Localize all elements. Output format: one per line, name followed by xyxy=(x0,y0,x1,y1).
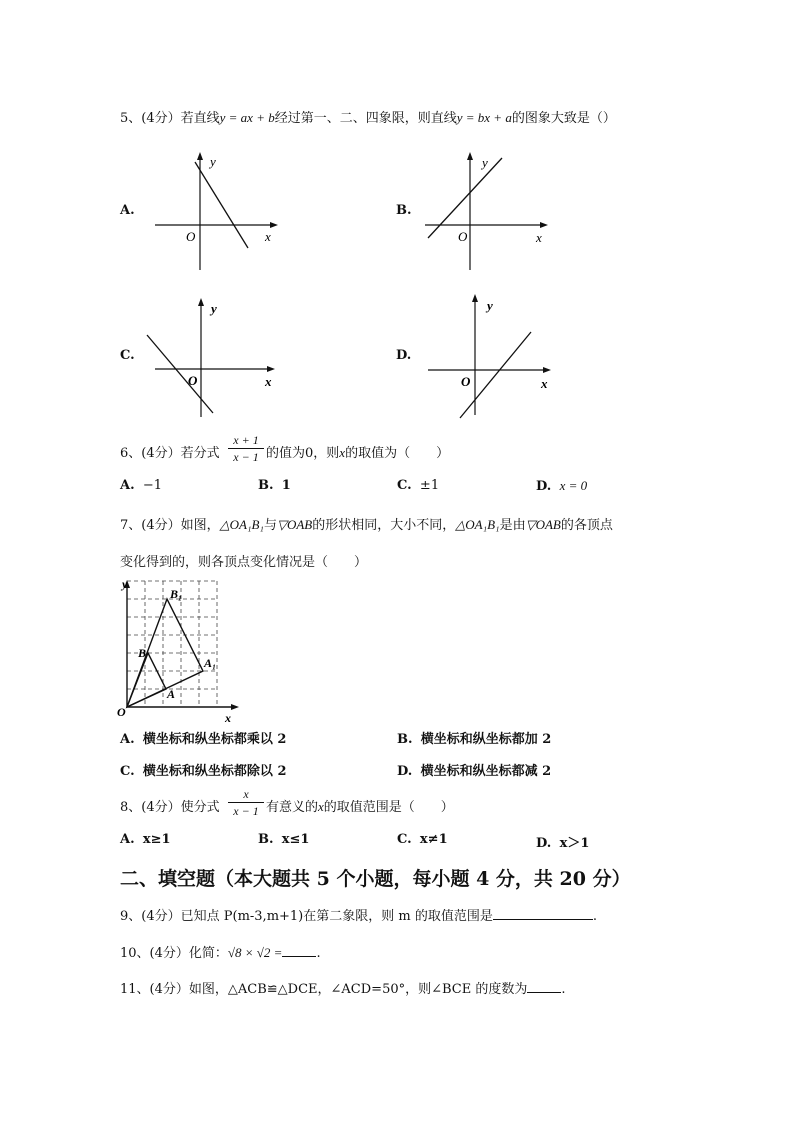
option-label: B. xyxy=(258,832,274,847)
q5-suffix: 的图象大致是（） xyxy=(511,111,616,126)
y-arrow-icon xyxy=(197,152,203,160)
option-label: C. xyxy=(397,832,412,847)
y-arrow-icon xyxy=(472,294,478,302)
q5-stem xyxy=(120,107,616,126)
x-label: x xyxy=(536,230,542,245)
option-text: 横坐标和纵坐标都乘以 2 xyxy=(142,732,287,747)
graph-line xyxy=(195,162,248,248)
option-label: A. xyxy=(120,732,135,747)
section-title: 二、填空题（本大题共 5 个小题，每小题 4 分，共 20 分） xyxy=(120,868,631,890)
a-label: A xyxy=(167,687,176,701)
q8-option-c[interactable] xyxy=(397,832,448,847)
q5-option-a-label[interactable]: A. xyxy=(120,203,135,218)
q6-var: x xyxy=(339,445,346,460)
q7-prefix: 7、(4分）如图， xyxy=(120,518,220,533)
q6-option-d[interactable] xyxy=(536,478,587,494)
b-label: B xyxy=(138,646,147,660)
option-text: x≠1 xyxy=(419,832,448,847)
q5-option-b-label[interactable]: B. xyxy=(396,203,412,218)
q6-suffix-a: 的值为0，则 xyxy=(266,446,340,461)
q10-prefix: 10、(4分）化简： xyxy=(120,946,228,961)
q7-tri1: △OA₁B₁ xyxy=(219,517,264,532)
q8-numerator: x xyxy=(228,786,264,803)
q8-suffix-b: 的取值范围是（ ） xyxy=(323,800,454,815)
option-label: B. xyxy=(397,732,413,747)
origin-label: O xyxy=(461,374,471,389)
q5-prefix: 5、(4分）若直线 xyxy=(120,111,220,126)
q6-prefix: 6、(4分）若分式 xyxy=(120,446,220,461)
q9-stem xyxy=(120,905,597,924)
q7-tri3: △OA₁B₁ xyxy=(455,517,500,532)
q7-tri2: ▽OAB xyxy=(276,517,313,532)
q7-option-c[interactable] xyxy=(120,760,287,779)
option-label: A. xyxy=(120,478,135,493)
x-label: x xyxy=(265,229,271,244)
y-label: y xyxy=(482,155,488,170)
q8-option-a[interactable] xyxy=(120,832,171,847)
origin-label: O xyxy=(186,229,196,244)
q8-prefix: 8、(4分）使分式 xyxy=(120,800,220,815)
q8-var: x xyxy=(318,799,324,814)
q7-option-a[interactable] xyxy=(120,728,286,747)
q10-expr: √8 × √2 = xyxy=(227,945,283,960)
option-text: 横坐标和纵坐标都加 2 xyxy=(420,732,552,747)
q6-fraction xyxy=(228,432,264,465)
x-arrow-icon xyxy=(543,367,551,373)
q8-suffix-a: 有意义的 xyxy=(266,800,319,815)
q5-line2-eq: y = bx + a xyxy=(456,110,512,125)
q6-option-c[interactable] xyxy=(397,478,439,493)
option-text: x≤1 xyxy=(281,832,310,847)
q11-stem xyxy=(120,978,566,997)
q10-end: . xyxy=(316,946,321,961)
option-text: −1 xyxy=(142,478,163,493)
option-text: 横坐标和纵坐标都除以 2 xyxy=(142,764,287,779)
x-label: x xyxy=(225,711,231,724)
option-text: ±1 xyxy=(419,478,440,493)
option-label: D. xyxy=(397,764,413,779)
q9-answer-blank[interactable] xyxy=(493,907,593,920)
y-label: y xyxy=(122,577,128,591)
x-arrow-icon xyxy=(231,704,239,710)
option-label: B. xyxy=(258,478,274,493)
q7-mid2: 是由 xyxy=(499,518,526,533)
q5-option-d-label[interactable]: D. xyxy=(396,348,412,363)
y-label: y xyxy=(210,154,216,169)
option-label: C. xyxy=(120,764,135,779)
origin-label: O xyxy=(188,373,198,388)
origin-label: O xyxy=(117,705,126,719)
triangle-oab xyxy=(127,653,166,707)
option-text: 1 xyxy=(281,478,291,493)
q5-graph-a[interactable] xyxy=(150,150,285,275)
q5-graph-c[interactable] xyxy=(145,295,280,420)
q9-end: . xyxy=(592,909,597,924)
x-arrow-icon xyxy=(267,366,275,372)
x-label: x xyxy=(541,376,548,391)
q8-option-b[interactable] xyxy=(258,832,309,847)
q7-with: 与 xyxy=(263,518,277,533)
y-arrow-icon xyxy=(467,152,473,160)
y-label: y xyxy=(487,298,493,313)
q11-end: . xyxy=(561,982,566,997)
x-arrow-icon xyxy=(540,222,548,228)
graph-line xyxy=(460,332,531,418)
q6-option-b[interactable] xyxy=(258,478,291,493)
q5-graph-d[interactable] xyxy=(425,290,560,420)
q7-suffix: 的各顶点 xyxy=(560,518,613,533)
q7-stem-line2: 变化得到的，则各顶点变化情况是（ ） xyxy=(120,555,368,570)
option-label: C. xyxy=(397,478,412,493)
q5-option-c-label[interactable]: C. xyxy=(120,348,135,363)
q7-figure xyxy=(115,576,245,724)
q9-text: 9、(4分）已知点 P(m-3,m+1)在第二象限，则 m 的取值范围是 xyxy=(120,909,493,924)
b1-label: B₁ xyxy=(170,587,183,601)
y-arrow-icon xyxy=(198,298,204,306)
q5-graph-b[interactable] xyxy=(420,150,555,275)
option-label: D. xyxy=(536,836,552,851)
q10-stem xyxy=(120,942,321,961)
x-arrow-icon xyxy=(270,222,278,228)
option-label: D. xyxy=(536,479,552,494)
q8-suffix xyxy=(266,796,454,815)
q7-mid: 的形状相同，大小不同， xyxy=(312,518,456,533)
q7-stem-line1 xyxy=(120,514,613,533)
q10-answer-blank[interactable] xyxy=(282,944,316,957)
q6-option-a[interactable] xyxy=(120,478,162,493)
option-label: A. xyxy=(120,832,135,847)
q8-denominator: x − 1 xyxy=(233,804,259,818)
q7-option-b[interactable] xyxy=(397,728,551,747)
graph-line xyxy=(147,335,213,413)
x-label: x xyxy=(265,374,272,389)
option-text: x＞1 xyxy=(559,836,590,851)
q6-numerator: x + 1 xyxy=(228,432,264,449)
q6-suffix-b: 的取值为（ ） xyxy=(345,446,450,461)
q5-line1-eq: y = ax + b xyxy=(219,110,275,125)
q6-denominator: x − 1 xyxy=(233,450,259,464)
option-text: x≥1 xyxy=(142,832,171,847)
q11-answer-blank[interactable] xyxy=(527,980,561,993)
q5-mid: 经过第一、二、四象限，则直线 xyxy=(274,111,457,126)
q7-option-d[interactable] xyxy=(397,760,551,779)
q11-text: 11、(4分）如图，△ACB≌△DCE，∠ACD=50°，则∠BCE 的度数为 xyxy=(120,982,528,997)
a1-label: A₁ xyxy=(204,656,217,670)
option-text: x = 0 xyxy=(559,478,588,493)
origin-label: O xyxy=(458,229,468,244)
q8-option-d[interactable] xyxy=(536,832,589,851)
q8-fraction xyxy=(228,786,264,819)
graph-line xyxy=(428,158,502,238)
option-text: 横坐标和纵坐标都减 2 xyxy=(420,764,552,779)
q6-suffix xyxy=(266,442,449,461)
y-label: y xyxy=(211,301,217,316)
q7-tri4: ▽OAB xyxy=(525,517,561,532)
